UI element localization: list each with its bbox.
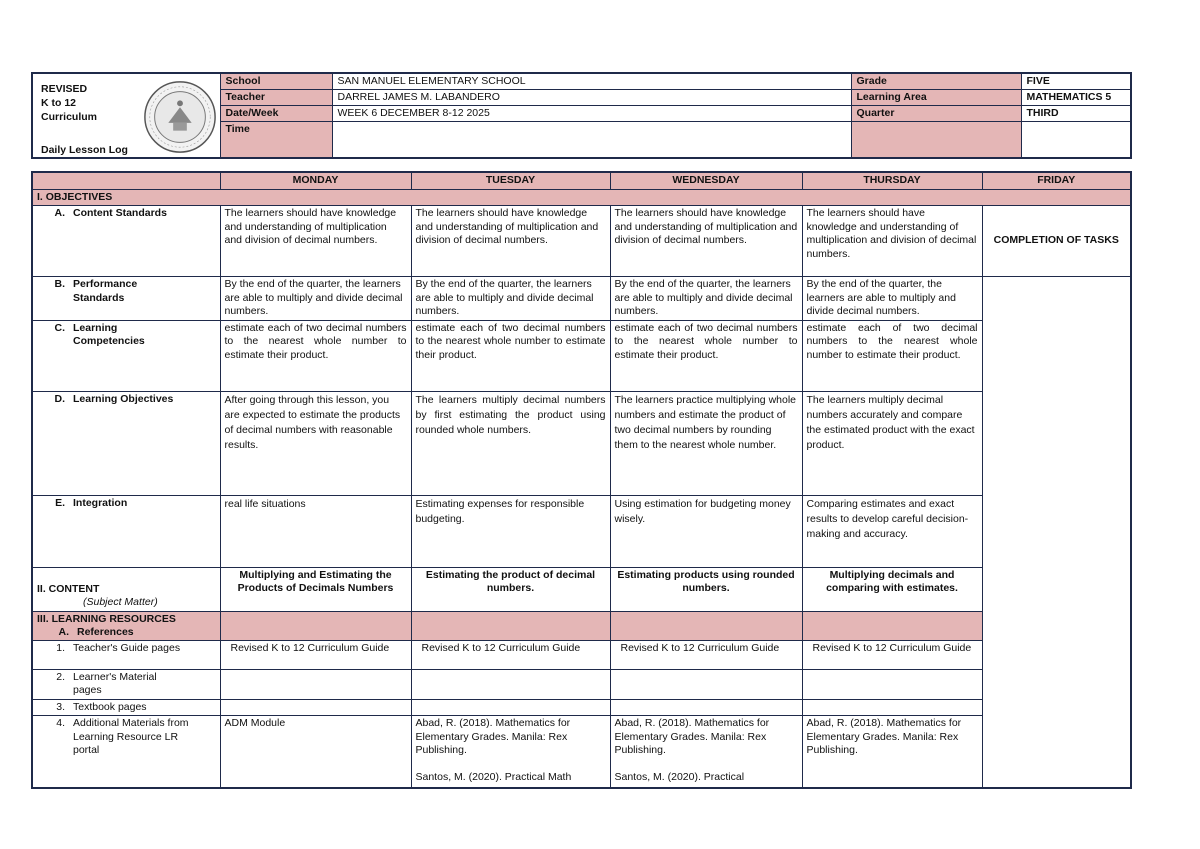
brand-cell	[32, 73, 220, 158]
learning-area-label: Learning Area	[851, 90, 1021, 106]
lm-wed	[610, 669, 802, 699]
cell-content-standards-wed: The learners should have knowledge and understanding of multiplication and division of decimal numbers.	[610, 206, 802, 277]
school-label: School	[220, 73, 332, 90]
row-label-learning-competencies	[32, 320, 220, 391]
row-num: E.	[55, 496, 65, 509]
row-num: 1.	[56, 641, 65, 654]
objectives-heading: I. OBJECTIVES	[32, 189, 1131, 206]
am-thu: Abad, R. (2018). Mathematics for Elementary Grades. Manila: Rex Publishing.	[802, 716, 982, 788]
row-title: Learning Objectives	[73, 392, 174, 405]
content-heading-cell	[32, 567, 220, 611]
lm-mon	[220, 669, 411, 699]
tg-thu: Revised K to 12 Curriculum Guide	[802, 640, 982, 669]
day-monday: MONDAY	[220, 172, 411, 189]
ref-label: References	[77, 625, 134, 638]
row-title: Teacher's Guide pages	[73, 641, 181, 654]
time-value	[332, 122, 851, 158]
friday-column-blank	[982, 277, 1131, 788]
grade-value: FIVE	[1021, 73, 1131, 90]
content-mon: Multiplying and Estimating the Products of Decimals Numbers	[220, 567, 411, 611]
row-label-textbook	[32, 699, 220, 716]
cell-competencies-mon: estimate each of two decimal numbers to the nearest whole number to estimate their product.	[220, 320, 411, 391]
row-label-performance-standards	[32, 277, 220, 321]
row-num: 3.	[56, 700, 65, 713]
cell-performance-mon: By the end of the quarter, the learners are able to multiply and divide decimal numbers.	[220, 277, 411, 321]
cell-content-standards-mon: The learners should have knowledge and understanding of multiplication and division of decimal numbers.	[220, 206, 411, 277]
am-tue: Abad, R. (2018). Mathematics for Elementary Grades. Manila: Rex Publishing. Santos, M. (2020). Practical Math	[411, 716, 610, 788]
cell-performance-tue: By the end of the quarter, the learners are able to multiply and divide decimal numbers.	[411, 277, 610, 321]
day-header-blank	[32, 172, 220, 189]
row-num: B.	[54, 278, 65, 290]
brand-line-3: Curriculum	[41, 111, 98, 123]
content-heading: II. CONTENT	[37, 582, 100, 595]
row-title: Performance Standards	[73, 278, 138, 304]
lm-thu	[802, 669, 982, 699]
day-friday: FRIDAY	[982, 172, 1131, 189]
brand-text	[41, 82, 97, 124]
content-thu: Multiplying decimals and comparing with estimates.	[802, 567, 982, 611]
dll-label: Daily Lesson Log	[41, 144, 128, 156]
tg-mon: Revised K to 12 Curriculum Guide	[220, 640, 411, 669]
cell-integration-thu: Comparing estimates and exact results to develop careful decision-making and accuracy.	[802, 495, 982, 567]
row-num: A.	[54, 207, 65, 219]
cell-integration-mon: real life situations	[220, 495, 411, 567]
brand-line-2: K to 12	[41, 97, 77, 109]
resources-heading: III. LEARNING RESOURCES	[37, 612, 176, 625]
cell-performance-wed: By the end of the quarter, the learners are able to multiply and divide decimal numbers.	[610, 277, 802, 321]
cell-competencies-thu: estimate each of two decimal numbers to the nearest whole number to estimate their product.	[802, 320, 982, 391]
time-extra-value	[1021, 122, 1131, 158]
quarter-label: Quarter	[851, 106, 1021, 122]
cell-content-standards-thu: The learners should have knowledge and understanding of multiplication and division of decimal numbers.	[802, 206, 982, 277]
time-extra-label	[851, 122, 1021, 158]
teacher-label: Teacher	[220, 90, 332, 106]
row-label-additional-materials	[32, 716, 220, 788]
day-header-row	[32, 172, 1131, 189]
quarter-value: THIRD	[1021, 106, 1131, 122]
row-title: Learning Competencies	[73, 321, 145, 347]
tb-mon	[220, 699, 411, 716]
row-label-teachers-guide	[32, 640, 220, 669]
date-week-label: Date/Week	[220, 106, 332, 122]
resources-mon	[220, 611, 411, 640]
learning-area-value: MATHEMATICS 5	[1021, 90, 1131, 106]
row-title: Textbook pages	[73, 700, 147, 713]
cell-objectives-wed: The learners practice multiplying whole numbers and estimate the product of two decimal numbers by rounding them to the nearest whole number.	[610, 391, 802, 495]
row-label-learners-material	[32, 669, 220, 699]
row-title: Integration	[73, 496, 128, 509]
tg-wed: Revised K to 12 Curriculum Guide	[610, 640, 802, 669]
row-num: D.	[54, 392, 65, 405]
ref-num: A.	[58, 625, 69, 638]
cell-objectives-thu: The learners multiply decimal numbers accurately and compare the estimated product with the exact product.	[802, 391, 982, 495]
tb-thu	[802, 699, 982, 716]
school-value: SAN MANUEL ELEMENTARY SCHOOL	[332, 73, 851, 90]
row-num: 2.	[56, 670, 65, 683]
tg-tue: Revised K to 12 Curriculum Guide	[411, 640, 610, 669]
cell-competencies-tue: estimate each of two decimal numbers to the nearest whole number to estimate their product.	[411, 320, 610, 391]
resources-thu	[802, 611, 982, 640]
am-mon: ADM Module	[220, 716, 411, 788]
am-wed: Abad, R. (2018). Mathematics for Elementary Grades. Manila: Rex Publishing. Santos, M. (2020). Practical	[610, 716, 802, 788]
lesson-log-table	[31, 171, 1132, 789]
cell-integration-tue: Estimating expenses for responsible budgeting.	[411, 495, 610, 567]
content-sub: (Subject Matter)	[83, 596, 158, 608]
tb-tue	[411, 699, 610, 716]
deped-seal-icon	[141, 78, 219, 156]
row-title: Additional Materials from Learning Resource LR portal	[73, 717, 189, 756]
cell-objectives-mon: After going through this lesson, you are expected to estimate the products of decimal numbers with reasonable results.	[220, 391, 411, 495]
header-table	[31, 72, 1132, 159]
resources-tue	[411, 611, 610, 640]
cell-competencies-wed: estimate each of two decimal numbers to the nearest whole number to estimate their product.	[610, 320, 802, 391]
day-wednesday: WEDNESDAY	[610, 172, 802, 189]
cell-integration-wed: Using estimation for budgeting money wisely.	[610, 495, 802, 567]
friday-completion: COMPLETION OF TASKS	[982, 206, 1131, 277]
row-num: 4.	[56, 717, 65, 729]
brand-line-1: REVISED	[41, 83, 88, 95]
time-label: Time	[220, 122, 332, 158]
content-wed: Estimating products using rounded numbers.	[610, 567, 802, 611]
row-title: Content Standards	[73, 207, 167, 219]
row-label-integration	[32, 495, 220, 567]
day-tuesday: TUESDAY	[411, 172, 610, 189]
row-label-learning-objectives	[32, 391, 220, 495]
row-label-content-standards	[32, 206, 220, 277]
lm-tue	[411, 669, 610, 699]
cell-objectives-tue: The learners multiply decimal numbers by first estimating the product using rounded whole numbers.	[411, 391, 610, 495]
grade-label: Grade	[851, 73, 1021, 90]
cell-content-standards-tue: The learners should have knowledge and understanding of multiplication and division of decimal numbers.	[411, 206, 610, 277]
resources-wed	[610, 611, 802, 640]
content-tue: Estimating the product of decimal numbers.	[411, 567, 610, 611]
day-thursday: THURSDAY	[802, 172, 982, 189]
tb-wed	[610, 699, 802, 716]
row-num: C.	[54, 321, 65, 334]
cell-performance-thu: By the end of the quarter, the learners are able to multiply and divide decimal numbers.	[802, 277, 982, 321]
row-title: Learner's Material pages	[73, 670, 157, 696]
date-week-value: WEEK 6 DECEMBER 8-12 2025	[332, 106, 851, 122]
resources-heading-cell	[32, 611, 220, 640]
teacher-value: DARREL JAMES M. LABANDERO	[332, 90, 851, 106]
